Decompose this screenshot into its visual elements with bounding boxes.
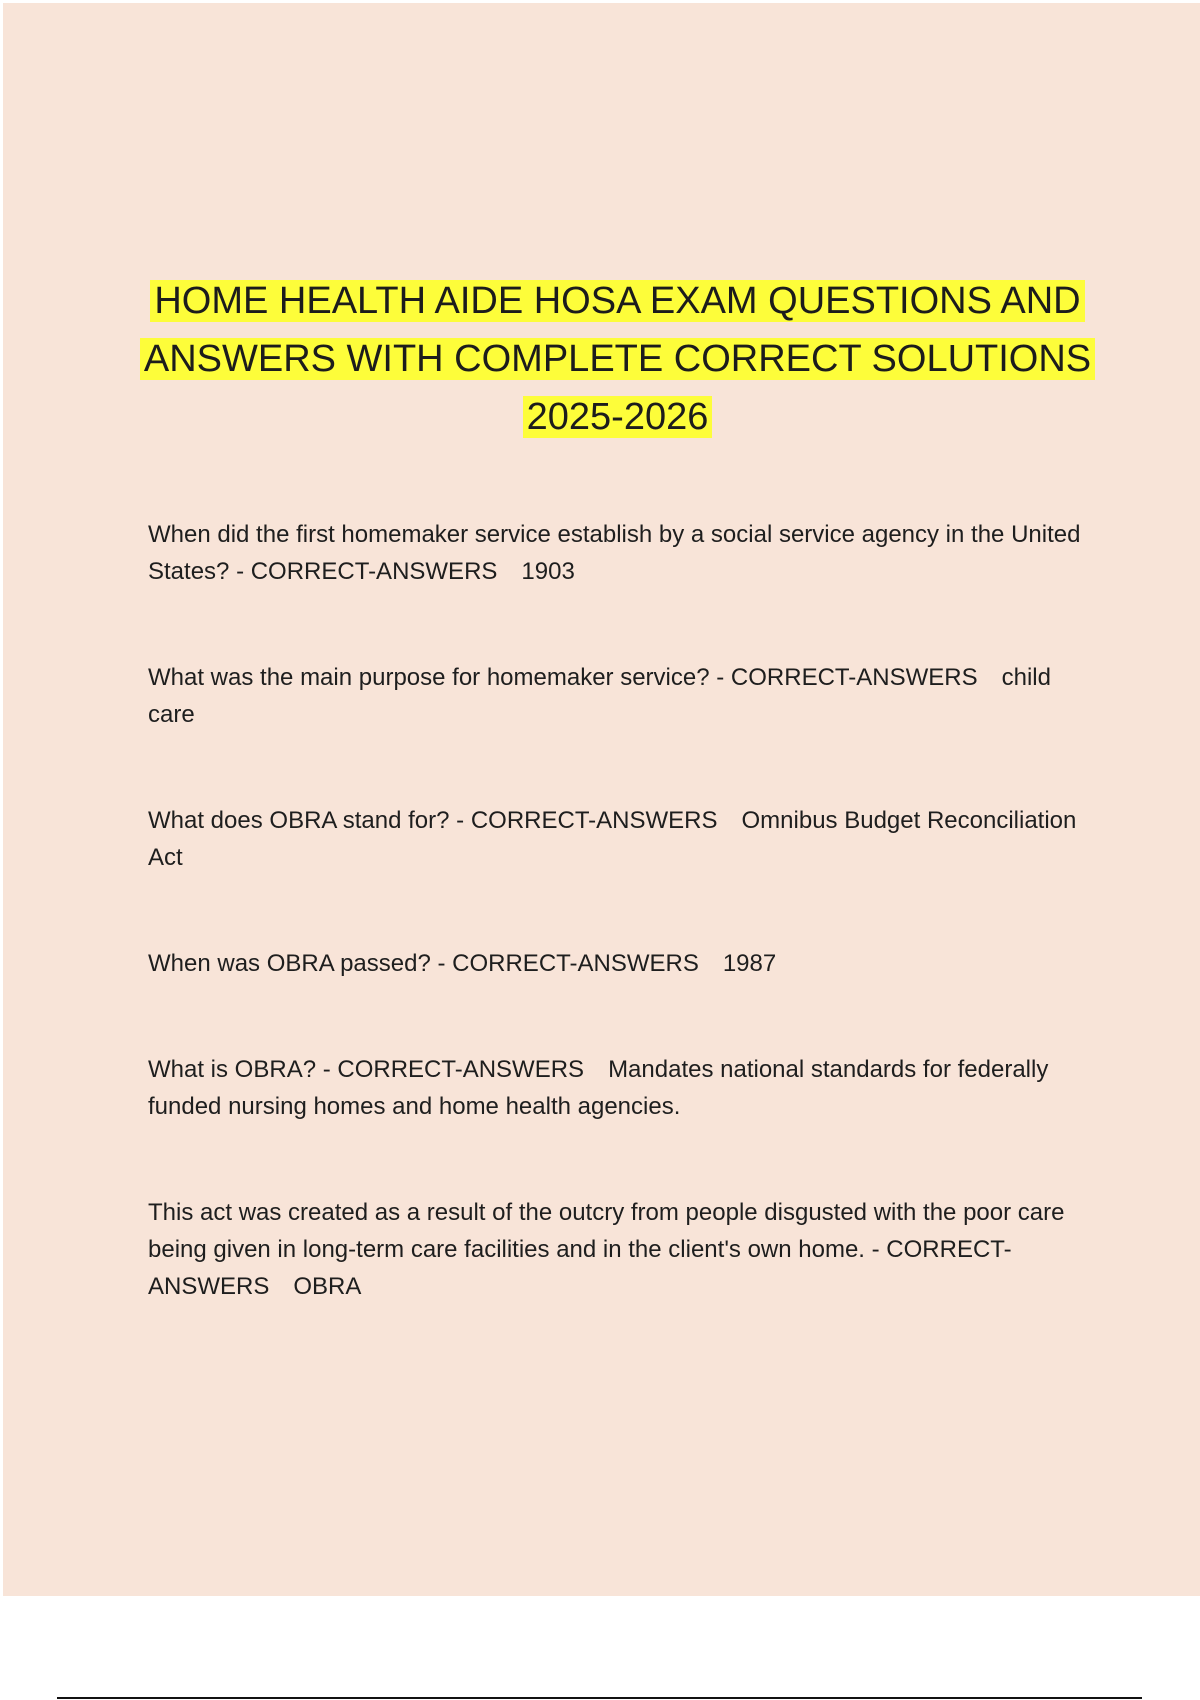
answer-text: child care xyxy=(148,664,1058,728)
document-title xyxy=(100,272,1135,446)
answer-text: Omnibus Budget Reconciliation Act xyxy=(148,807,1082,871)
title-line-3: 2025-2026 xyxy=(523,396,713,438)
question-text: When did the first homemaker service establish by a social service agency in the United States? xyxy=(148,521,1088,585)
qa-item-1 xyxy=(148,516,1093,590)
answer-text: 1987 xyxy=(722,950,777,977)
answer-marker: - CORRECT-ANSWERS xyxy=(437,950,699,977)
qa-item-3 xyxy=(148,802,1093,876)
qa-item-2 xyxy=(148,659,1093,733)
qa-item-4 xyxy=(148,945,1093,982)
question-text: What does OBRA stand for? xyxy=(148,807,450,834)
answer-text: OBRA xyxy=(293,1273,362,1300)
qa-item-5 xyxy=(148,1051,1093,1125)
title-line-2: ANSWERS WITH COMPLETE CORRECT SOLUTIONS xyxy=(140,338,1095,380)
footer-divider xyxy=(57,1697,1142,1699)
answer-text: 1903 xyxy=(521,558,575,585)
answer-text: Mandates national standards for federally funded nursing homes and home health agencies. xyxy=(148,1056,1055,1120)
question-text: When was OBRA passed? xyxy=(148,950,431,977)
question-text: What was the main purpose for homemaker service? xyxy=(148,664,710,691)
answer-marker: - CORRECT-ANSWERS xyxy=(236,558,498,585)
qa-item-6 xyxy=(148,1194,1093,1305)
answer-marker: - CORRECT-ANSWERS xyxy=(716,664,978,691)
question-text: This act was created as a result of the outcry from people disgusted with the poor care being given in long-term care facilities and in the client's own home. xyxy=(148,1199,1072,1263)
title-line-1: HOME HEALTH AIDE HOSA EXAM QUESTIONS AND xyxy=(150,280,1084,322)
question-text: What is OBRA? xyxy=(148,1056,317,1083)
answer-marker: - CORRECT-ANSWERS xyxy=(322,1056,585,1083)
answer-marker: - CORRECT-ANSWERS xyxy=(456,807,718,834)
answer-marker: - CORRECT-ANSWERS xyxy=(148,1236,1012,1300)
qa-list xyxy=(148,516,1093,1374)
